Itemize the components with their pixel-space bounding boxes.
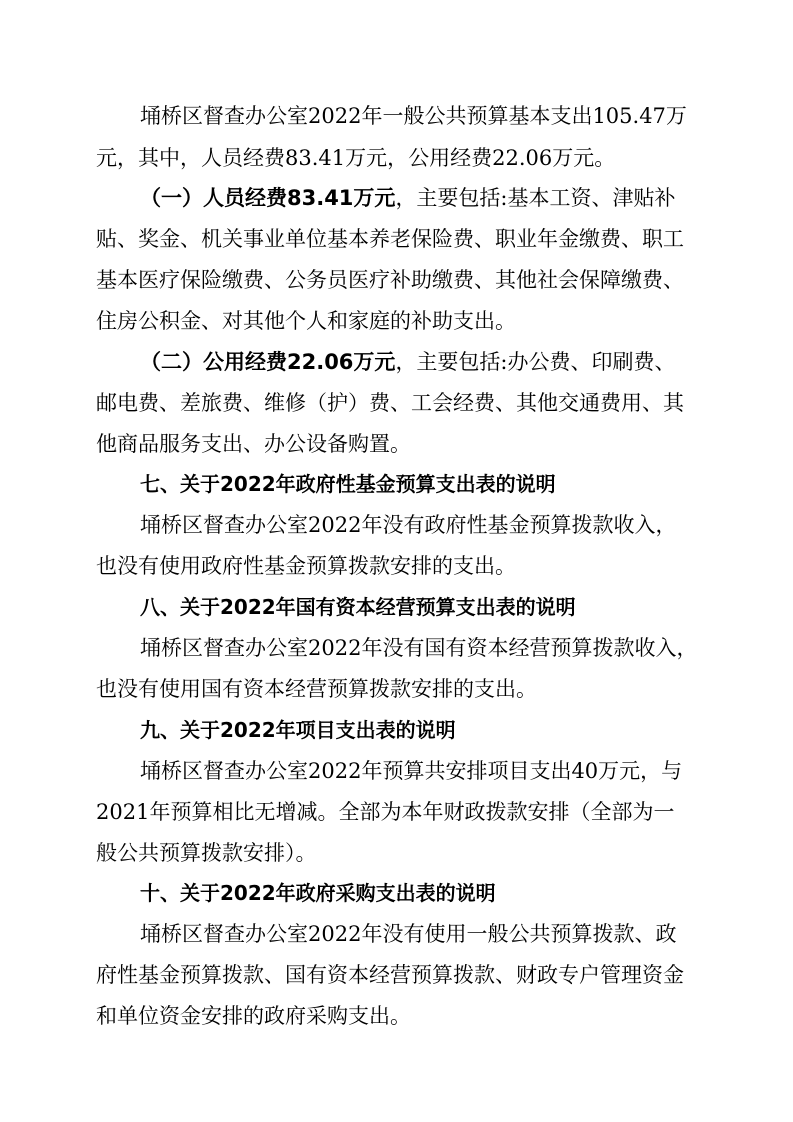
section-9-line-2: 2021年预算相比无增减。全部为本年财政拨款安排（全部为一 [96, 800, 675, 824]
summary-line-2: 元，其中，人员经费83.41万元，公用经费22.06万元。 [96, 146, 616, 170]
section-10-heading: 十、关于2022年政府采购支出表的说明 [140, 881, 496, 905]
section-9-line-3: 般公共预算拨款安排）。 [96, 841, 317, 865]
personnel-line-3: 基本医疗保险缴费、公务员医疗补助缴费、其他社会保障缴费、 [96, 268, 684, 292]
personnel-line-1 [140, 185, 676, 211]
section-9-heading: 九、关于2022年项目支出表的说明 [140, 718, 456, 742]
public-use-line-3: 他商品服务支出、办公设备购置。 [96, 432, 411, 456]
personnel-line-2: 贴、奖金、机关事业单位基本养老保险费、职业年金缴费、职工 [96, 227, 684, 251]
section-7-line-1: 埇桥区督查办公室2022年没有政府性基金预算拨款收入， [140, 513, 677, 537]
public-use-line-1-rest: ，主要包括:办公费、印刷费、 [395, 350, 676, 374]
personnel-line-1-rest: ，主要包括:基本工资、津贴补 [395, 186, 676, 210]
section-8-line-1: 埇桥区督查办公室2022年没有国有资本经营预算拨款收入， [140, 636, 698, 660]
public-use-line-1 [140, 349, 676, 375]
section-7-heading: 七、关于2022年政府性基金预算支出表的说明 [140, 472, 556, 496]
section-10-line-2: 府性基金预算拨款、国有资本经营预算拨款、财政专户管理资金 [96, 963, 684, 987]
summary-line-1: 埇桥区督查办公室2022年一般公共预算基本支出105.47万 [140, 104, 687, 128]
public-use-lead: （二）公用经费22.06万元 [140, 350, 396, 374]
section-9-line-1: 埇桥区督查办公室2022年预算共安排项目支出40万元，与 [140, 759, 683, 783]
section-8-heading: 八、关于2022年国有资本经营预算支出表的说明 [140, 595, 576, 619]
personnel-line-4: 住房公积金、对其他个人和家庭的补助支出。 [96, 309, 516, 333]
personnel-lead: （一）人员经费83.41万元 [140, 186, 396, 210]
section-7-line-2: 也没有使用政府性基金预算拨款安排的支出。 [96, 554, 516, 578]
section-8-line-2: 也没有使用国有资本经营预算拨款安排的支出。 [96, 677, 537, 701]
section-10-line-3: 和单位资金安排的政府采购支出。 [96, 1004, 411, 1028]
section-10-line-1: 埇桥区督查办公室2022年没有使用一般公共预算拨款、政 [140, 922, 677, 946]
public-use-line-2: 邮电费、差旅费、维修（护）费、工会经费、其他交通费用、其 [96, 391, 684, 415]
